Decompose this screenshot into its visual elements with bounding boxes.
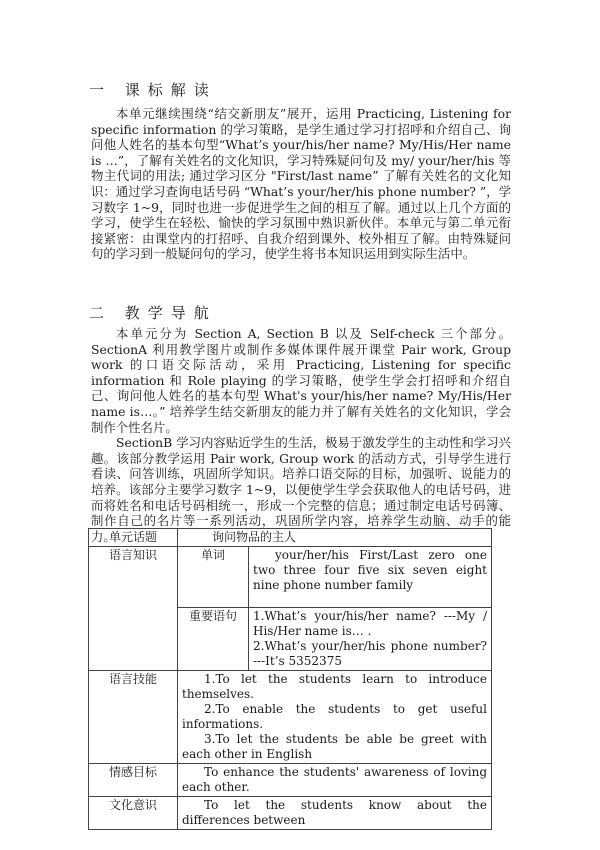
section-2-paragraph-1: 本单元分为 Section A, Section B 以及 Self-check 三个部分。SectionA 利用教学图片或制作多媒体课件展开课堂 Pair work, Group work 的口语交际活动，采用 Practicing, Listening for specific information 和 Role playing 的学习策略，使学生学会打招呼和介绍自己、询问他人姓名的基本句型 What's your/his/her name? My/His/Her name is…。” 培养学生结交新朋友的能力并了解有关姓名的文化知识，学会制作个性名片。 (91, 326, 511, 435)
section-2-paragraph-2: SectionB 学习内容贴近学生的生活，极易于激发学生的主动性和学习兴趣。该部分教学运用 Pair work, Group work 的活动方式，引导学生进行看读、问答训练，巩固所学知识。培养口语交际的目标，加强听、说能力的培养。该部分主要学习数字 1~9，以便使学生学会获取他人的电话号码，进而将姓名和电话号码相统一，形成一个完整的信息；通过制定电话号码簿、制作自己的名片等一系列活动，巩固所学内容，培养学生动脑、动手的能力。 (91, 435, 511, 544)
section-heading-2: 二 教学导航 (89, 304, 217, 322)
topic-label: 单元话题 (89, 529, 178, 547)
sentences-value (249, 608, 492, 671)
skill-item: 2.To enable the students to get useful informations. (182, 702, 487, 731)
skills-value (178, 671, 492, 764)
table-row (89, 797, 492, 830)
section-heading-1: 一 课标解读 (89, 81, 217, 99)
culture-value: To let the students know about the differences between (178, 797, 492, 830)
words-value: your/her/his First/Last zero one two three four five six seven eight nine phone number family (249, 547, 492, 608)
culture-label: 文化意识 (89, 797, 178, 830)
skill-item: 1.To let the students learn to introduce themselves. (182, 672, 487, 701)
words-label: 单词 (178, 547, 249, 608)
table-row (89, 671, 492, 764)
sentence-item: 1.What’s your/his/her name? ---My / His/Her name is… . (253, 609, 487, 638)
emotion-value: To enhance the students' awareness of loving each other. (178, 764, 492, 797)
topic-value: 询问物品的主人 (178, 529, 492, 547)
section-1-paragraph: 本单元继续围绕“结交新朋友”展开，运用 Practicing, Listening for specific information 的学习策略，是学生通过学习打招呼和介绍自己、询问他人姓名的基本句型“What’s your/his/her name? My/His/Her name is …”，了解有关姓名的文化知识，学习特殊疑问句及 my/ your/her/his 等物主代词的用法; 通过学习区分 "First/last name” 了解有关姓名的文化知识：通过学习查询电话号码 “What’s your/her/his phone number? ”，学习数字 1~9，同时也进一步促进学生之间的相互了解。通过以上几个方面的学习，使学生在轻松、愉快的学习氛围中熟识新伙伴。本单元与第二单元衔接紧密：由课堂内的打招呼、自我介绍到课外、校外相互了解。由特殊疑问句的学习到一般疑问句的学习，使学生将书本知识运用到实际生活中。 (91, 106, 511, 262)
table-row (89, 764, 492, 797)
table-row (89, 529, 492, 547)
section-2-body (91, 326, 511, 544)
skills-label: 语言技能 (89, 671, 178, 764)
skill-item: 3.To let the students be able be greet with each other in English (182, 732, 487, 761)
unit-overview-table (88, 528, 492, 830)
emotion-label: 情感目标 (89, 764, 178, 797)
knowledge-label: 语言知识 (89, 547, 178, 671)
sentences-label: 重要语句 (178, 608, 249, 671)
sentence-item: 2.What’s your/her/his phone number? ---It’s 5352375 (253, 639, 487, 668)
table-row (89, 547, 492, 608)
